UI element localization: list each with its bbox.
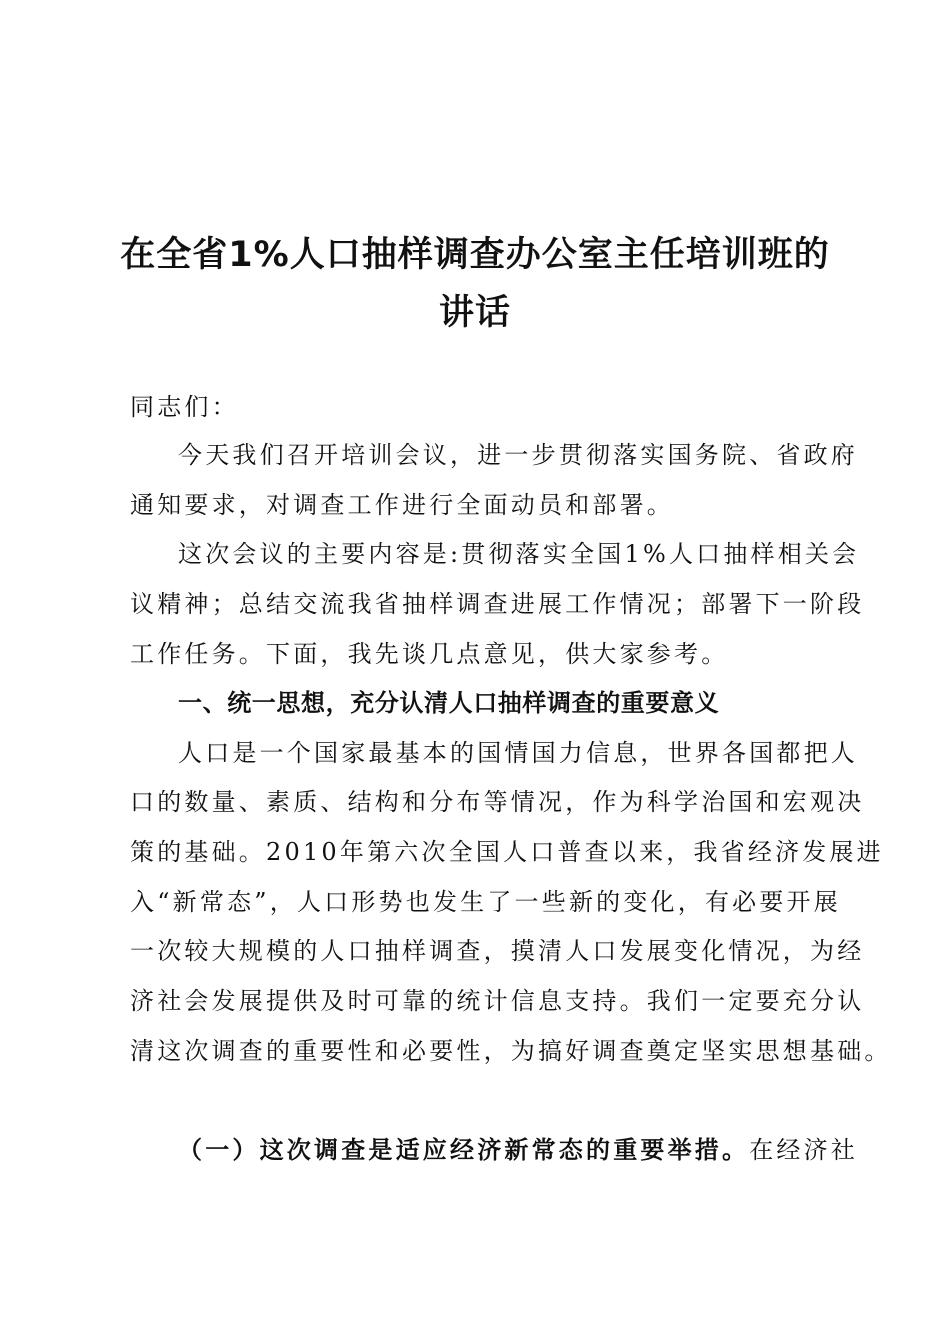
section-heading-1: 一、统一思想，充分认清人口抽样调查的重要意义 bbox=[178, 689, 720, 717]
subheading-1-bold: （一）这次调查是适应经济新常态的重要举措。 bbox=[178, 1135, 750, 1164]
paragraph-3-line-7: 清这次调查的重要性和必要性，为搞好调查奠定坚实思想基础。 bbox=[130, 1037, 892, 1065]
title-line-2: 讲话 bbox=[438, 293, 511, 333]
greeting: 同志们： bbox=[130, 393, 239, 421]
paragraph-2-line-1: 这次会议的主要内容是:贯彻落实全国1%人口抽样相关会 bbox=[178, 540, 860, 568]
paragraph-2-line-2: 议精神；总结交流我省抽样调查进展工作情况；部署下一阶段 bbox=[130, 590, 865, 618]
paragraph-2-line-3: 工作任务。下面，我先谈几点意见，供大家参考。 bbox=[130, 640, 729, 668]
subheading-1-continuation: 在经济社 bbox=[749, 1136, 859, 1164]
paragraph-3-line-6: 济社会发展提供及时可靠的统计信息支持。我们一定要充分认 bbox=[130, 987, 865, 1015]
paragraph-1-line-2: 通知要求，对调查工作进行全面动员和部署。 bbox=[130, 491, 674, 519]
paragraph-1-line-1: 今天我们召开培训会议，进一步贯彻落实国务院、省政府 bbox=[178, 441, 858, 469]
paragraph-3-line-2: 口的数量、素质、结构和分布等情况，作为科学治国和宏观决 bbox=[130, 788, 865, 816]
title-line-1: 在全省1%人口抽样调查办公室主任培训班的 bbox=[120, 235, 830, 275]
paragraph-3-line-4: 入“新常态”，人口形势也发生了一些新的变化，有必要开展 bbox=[130, 888, 841, 916]
document-title bbox=[110, 226, 840, 342]
subheading-1-line bbox=[178, 1135, 898, 1165]
paragraph-3-line-1: 人口是一个国家最基本的国情国力信息，世界各国都把人 bbox=[178, 739, 858, 767]
paragraph-3-line-3: 策的基础。2010年第六次全国人口普查以来，我省经济发展进 bbox=[130, 838, 884, 866]
paragraph-3-line-5: 一次较大规模的人口抽样调查，摸清人口发展变化情况，为经 bbox=[130, 937, 865, 965]
